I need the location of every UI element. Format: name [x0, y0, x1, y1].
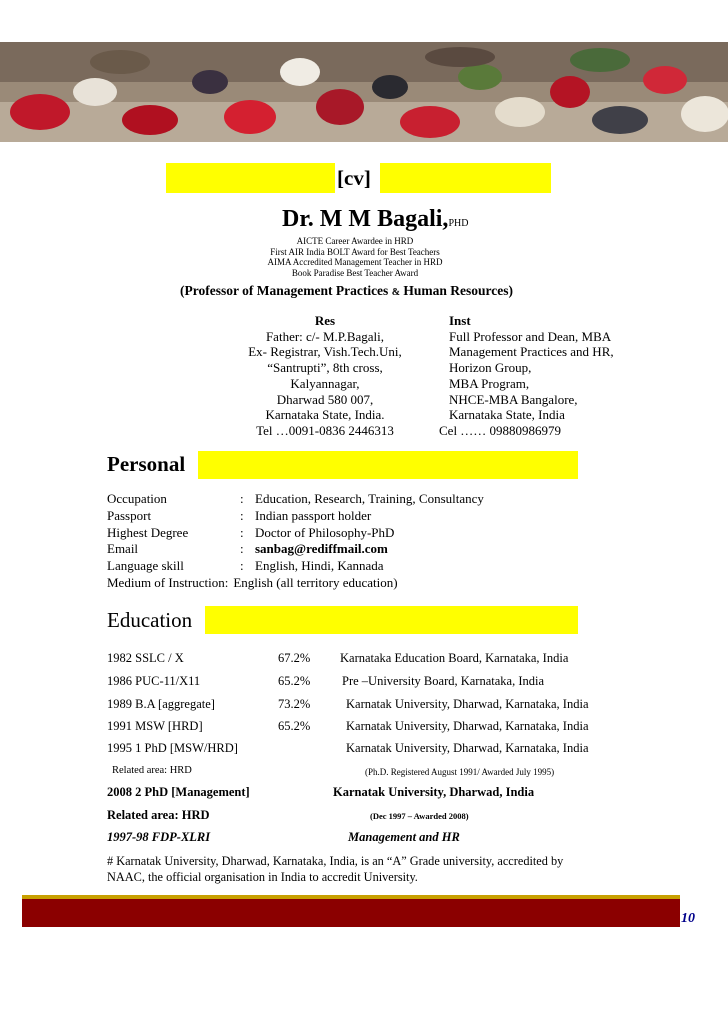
- res-line: Karnataka State, India.: [265, 407, 385, 423]
- fdp-left: 1997-98 FDP-XLRI: [107, 830, 211, 844]
- banner-photo: [0, 42, 728, 142]
- res-line: Tel …0091-0836 2446313: [256, 422, 394, 438]
- related-note-2: (Dec 1997 – Awarded 2008): [370, 811, 469, 821]
- related-area-1: Related area: HRD: [112, 765, 192, 776]
- personal-value: Education, Research, Training, Consultancy: [255, 491, 484, 506]
- cv-highlight-right: [380, 163, 551, 193]
- email-value[interactable]: sanbag@rediffmail.com: [255, 541, 388, 557]
- inst-line: Horizon Group,: [449, 360, 532, 376]
- designation-amp: &: [391, 287, 401, 298]
- inst-header: Inst: [449, 313, 471, 328]
- edu-board: Karnatak University, Dharwad, Karnataka, India: [346, 719, 589, 733]
- personal-sep: :: [240, 558, 244, 574]
- res-line: “Santrupti”, 8th cross,: [267, 360, 383, 376]
- personal-value: English, Hindi, Kannada: [255, 558, 384, 574]
- personal-sep: :: [240, 491, 244, 506]
- award-line: First AIR India BOLT Award for Best Teachers: [270, 246, 440, 257]
- edu-year-course: 1986 PUC-11/X11: [107, 674, 201, 688]
- inst-line: Full Professor and Dean, MBA: [449, 328, 612, 344]
- inst-line: MBA Program,: [449, 375, 530, 391]
- personal-row: [107, 508, 484, 525]
- inst-line: Karnataka State, India: [449, 407, 565, 423]
- personal-value: English (all territory education): [233, 574, 398, 590]
- res-line: Father: c/- M.P.Bagali,: [265, 328, 385, 344]
- personal-label: Medium of Instruction:: [107, 574, 229, 590]
- edu-board: Karnatak University, Dharwad, Karnataka, India: [346, 697, 589, 711]
- personal-sep: :: [240, 507, 244, 523]
- edu-year-course: 1991 MSW [HRD]: [107, 719, 203, 733]
- education-footnote: [107, 853, 563, 885]
- res-line: Kalyannagar,: [290, 375, 360, 391]
- personal-label: Occupation: [107, 491, 167, 506]
- footer-bar: [22, 895, 680, 927]
- institution-address: [439, 313, 614, 439]
- related-note-1: (Ph.D. Registered August 1991/ Awarded July 1995): [365, 767, 555, 777]
- cv-highlight-left: [166, 163, 335, 193]
- personal-value: Indian passport holder: [255, 507, 372, 523]
- personal-row: [107, 575, 484, 592]
- edu-board: Pre –University Board, Karnataka, India: [342, 674, 545, 688]
- fdp-right: Management and HR: [348, 830, 460, 844]
- personal-sep: :: [240, 541, 244, 557]
- award-line: AIMA Accredited Management Teacher in HRD: [267, 257, 443, 267]
- phd2-right: Karnatak University, Dharwad, India: [333, 785, 535, 799]
- name-text: Dr. M M Bagali,: [282, 206, 449, 232]
- award-line: Book Paradise Best Teacher Award: [291, 267, 419, 278]
- designation-text: (Professor of Management Practices: [180, 283, 392, 298]
- edu-pct: 67.2%: [278, 651, 311, 665]
- personal-table: [107, 491, 484, 592]
- personal-row: [107, 525, 484, 542]
- awards-list: [240, 236, 470, 278]
- res-line: Ex- Registrar, Vish.Tech.Uni,: [248, 344, 402, 360]
- personal-sep: :: [240, 524, 244, 540]
- res-line: Dharwad 580 007,: [276, 391, 374, 407]
- personal-highlight: [198, 451, 578, 479]
- edu-year-course: 1989 B.A [aggregate]: [107, 697, 215, 711]
- footnote-line: # Karnatak University, Dharwad, Karnataka, India, is an “A” Grade university, accredited by: [107, 854, 564, 868]
- candidate-name: [282, 206, 468, 233]
- personal-row: [107, 558, 484, 575]
- personal-heading: Personal: [107, 452, 186, 476]
- edu-year-course: 1995 1 PhD [MSW/HRD]: [107, 741, 238, 755]
- inst-line: Management Practices and HR,: [449, 344, 614, 360]
- phd2-left: 2008 2 PhD [Management]: [107, 785, 250, 799]
- personal-label: Email: [107, 541, 139, 557]
- personal-row: [107, 541, 484, 558]
- personal-label: Highest Degree: [107, 524, 189, 540]
- footnote-line: NAAC, the official organisation in India to accredit University.: [107, 870, 418, 884]
- edu-board: Karnataka Education Board, Karnataka, India: [340, 651, 569, 665]
- inst-line: Cel …… 09880986979: [439, 422, 562, 438]
- edu-pct: 73.2%: [278, 697, 311, 711]
- cv-label: [cv]: [337, 166, 371, 190]
- award-line: AICTE Career Awardee in HRD: [296, 236, 414, 246]
- residence-address: [230, 313, 420, 439]
- education-heading: Education: [107, 608, 193, 632]
- related-area-2: Related area: HRD: [107, 808, 210, 822]
- inst-line: NHCE-MBA Bangalore,: [449, 391, 578, 407]
- personal-row: [107, 491, 484, 508]
- education-highlight: [205, 606, 578, 634]
- edu-year-course: 1982 SSLC / X: [107, 651, 184, 665]
- res-header: Res: [314, 313, 336, 328]
- personal-value: Doctor of Philosophy-PhD: [255, 524, 395, 540]
- personal-label: Language skill: [107, 558, 184, 574]
- designation: [180, 283, 513, 299]
- personal-label: Passport: [107, 507, 152, 523]
- edu-board: Karnatak University, Dharwad, Karnataka, India: [346, 741, 589, 755]
- page-number: 10: [681, 911, 695, 926]
- designation-text-end: Human Resources): [400, 283, 514, 298]
- edu-pct: 65.2%: [278, 719, 311, 733]
- name-suffix: PHD: [448, 218, 469, 229]
- edu-pct: 65.2%: [278, 674, 311, 688]
- footer-accent-line: [22, 895, 680, 899]
